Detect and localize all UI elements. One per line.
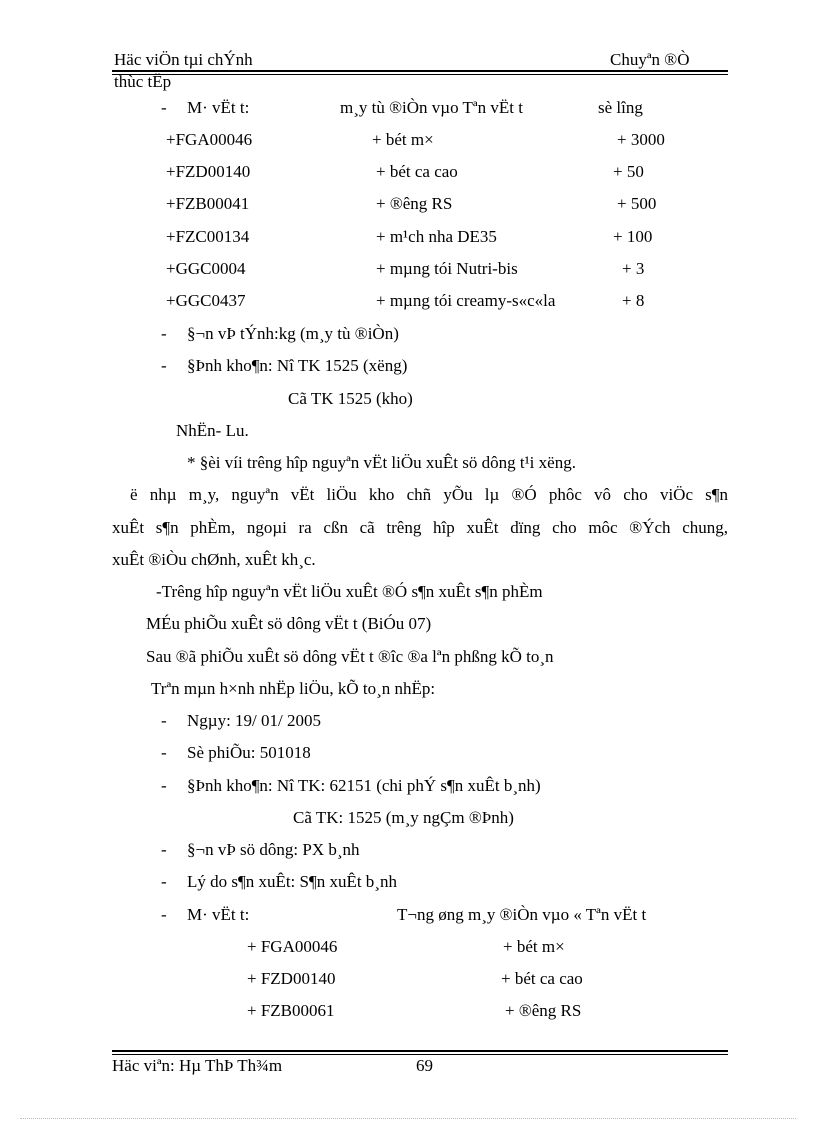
paragraph-line: xuÊt ®iÒu chØnh, xuÊt kh¸c. (112, 550, 316, 569)
paragraph-line: ë nhµ m¸y, nguyªn vËt liÖu kho chñ yÕu lµ ®Ó phôc vô cho viÖc s¶n (130, 485, 728, 504)
dash: - (161, 743, 167, 762)
detail-entry: §Þnh kho¶n: Nî TK: 62151 (chi phÝ s¶n xuÊt b¸nh) (187, 776, 541, 795)
form-line: MÉu phiÕu xuÊt sö dông vËt t (BiÓu 07) (146, 614, 432, 633)
item-qty: + 8 (622, 291, 645, 310)
footer-rule-thin (112, 1054, 728, 1055)
item-name: + bét ca cao (501, 969, 583, 988)
item-name: + bét m× (503, 937, 565, 956)
unit-line: §¬n vÞ tÝnh:kg (m¸y tù ®iÒn) (187, 324, 399, 343)
intro-word: thùc tËp (114, 72, 172, 91)
header-rule-thin (112, 74, 728, 75)
item-name: + mµng tói creamy-s«c«la (376, 291, 556, 310)
dash: - (161, 905, 167, 924)
item-code: +GGC0004 (166, 259, 246, 278)
page-number: 69 (416, 1056, 433, 1075)
item-code: +FZB00041 (166, 194, 250, 213)
item-code: + FZB00061 (247, 1001, 335, 1020)
screen-line: Trªn mµn h×nh nhËp liÖu, kÕ to¸n nhËp: (151, 679, 436, 698)
item-code: + FGA00046 (247, 937, 338, 956)
heading-qty: sè lîng (598, 98, 643, 117)
detail-reason: Lý do s¶n xuÊt: S¶n xuÊt b¸nh (187, 872, 397, 891)
after-line: Sau ®ã phiÕu xuÊt sö dông vËt t ®îc ®a lªn phßng kÕ to¸n (146, 647, 554, 666)
page-edge (20, 1118, 796, 1119)
header-right: Chuyªn ®Ò (610, 50, 690, 69)
detail-credit: Cã TK: 1525 (m¸y ngÇm ®Þnh) (293, 808, 514, 827)
item-code: + FZD00140 (247, 969, 336, 988)
item-qty: + 50 (613, 162, 644, 181)
item-code: +FZC00134 (166, 227, 250, 246)
footer-rule-thick (112, 1050, 728, 1052)
note-label: NhËn- Lu. (176, 421, 249, 440)
item-name: + bét ca cao (376, 162, 458, 181)
heading-name: m¸y tù ®iÒn vµo Tªn vËt t (340, 98, 523, 117)
entry-debit: §Þnh kho¶n: Nî TK 1525 (xëng) (187, 356, 408, 375)
heading-code: M· vËt t: (187, 98, 250, 117)
detail-date: Ngµy: 19/ 01/ 2005 (187, 711, 321, 730)
footer-author: Häc viªn: Hµ ThÞ Th¾m (112, 1056, 283, 1075)
detail-voucher: Sè phiÕu: 501018 (187, 743, 311, 762)
heading-name: T¬ng øng m¸y ®iÒn vµo « Tªn vËt t (397, 905, 647, 924)
item-name: + m¹ch nha DE35 (376, 227, 497, 246)
item-name: + bét m× (372, 130, 434, 149)
header-left: Häc viÖn tµi chÝnh (114, 50, 253, 69)
item-name: + ®êng RS (376, 194, 453, 213)
item-qty: + 3 (622, 259, 645, 278)
dash: - (161, 98, 167, 117)
header-rule-thick (112, 70, 728, 72)
case-line: -Trêng hîp nguyªn vËt liÖu xuÊt ®Ó s¶n xuÊt s¶n phÈm (156, 582, 543, 601)
dash: - (161, 711, 167, 730)
detail-unit: §¬n vÞ sö dông: PX b¸nh (187, 840, 360, 859)
entry-credit: Cã TK 1525 (kho) (288, 389, 413, 408)
dash: - (161, 324, 167, 343)
item-name: + mµng tói Nutri-bis (376, 259, 518, 278)
item-code: +FZD00140 (166, 162, 251, 181)
paragraph-line: xuÊt s¶n phÈm, ngoµi ra cßn cã trêng hîp xuÊt dïng cho môc ®Ých chung, (112, 518, 728, 537)
item-code: +GGC0437 (166, 291, 246, 310)
note-line: * §èi víi trêng hîp nguyªn vËt liÖu xuÊt sö dông t¹i xëng. (187, 453, 576, 472)
item-code: +FGA00046 (166, 130, 253, 149)
item-qty: + 500 (617, 194, 657, 213)
item-qty: + 100 (613, 227, 653, 246)
dash: - (161, 356, 167, 375)
dash: - (161, 776, 167, 795)
dash: - (161, 872, 167, 891)
item-qty: + 3000 (617, 130, 665, 149)
heading-code: M· vËt t: (187, 905, 250, 924)
dash: - (161, 840, 167, 859)
item-name: + ®êng RS (505, 1001, 582, 1020)
